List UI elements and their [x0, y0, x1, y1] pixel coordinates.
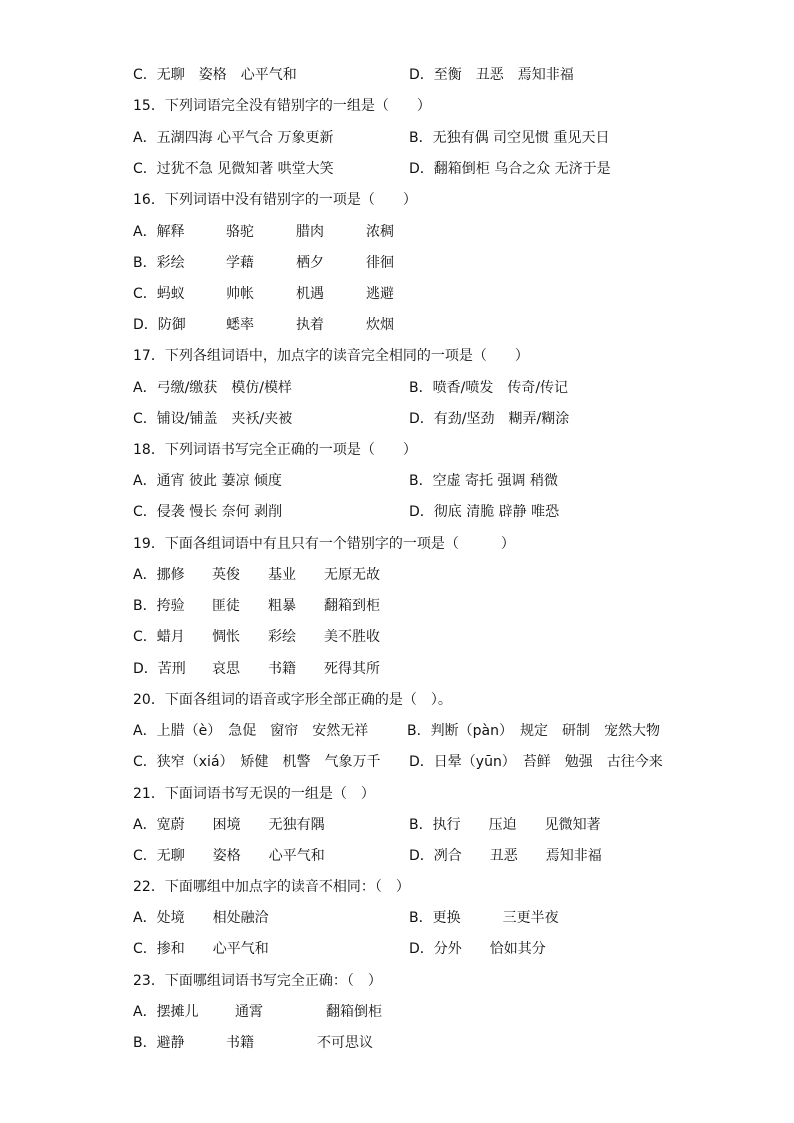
question-text: 19．下面各组词语中有且只有一个错别字的一项是（ ）	[133, 536, 515, 552]
option-a: A．宽蔚 困境 无独有隅	[133, 817, 325, 833]
option-d: D．冽合 丑恶 焉知非福	[409, 848, 602, 864]
question-text: 16．下列词语中没有错别字的一项是（ ）	[133, 192, 417, 208]
word: 机遇	[296, 286, 324, 302]
option-a: A．弓缴/缴获 模仿/模样	[133, 380, 293, 396]
option-c: C．狭窄（xiá） 矫健 机警 气象万千	[133, 754, 381, 770]
option-a: A．通宵 彼此 萋凉 倾度	[133, 473, 282, 489]
option-c: C．蜡月	[133, 629, 185, 645]
question-text: 17．下列各组词语中，加点字的读音完全相同的一项是（ ）	[133, 348, 529, 364]
option-b: B．挎验	[133, 598, 185, 614]
question-text: 22．下面哪组中加点字的读音不相同：（ ）	[133, 879, 410, 895]
word: 学藉	[226, 255, 254, 271]
word: 无原无故	[324, 567, 380, 583]
option-b: B．喷香/喷发 传奇/传记	[409, 380, 569, 396]
word: 书籍	[268, 661, 296, 677]
option-d: D．有劲/坚劲 糊弄/糊涂	[409, 411, 570, 427]
option-a: A．上腊（è） 急促 窗帘 安然无祥	[133, 723, 369, 739]
word: 死得其所	[324, 661, 380, 677]
word: 匪徒	[212, 598, 240, 614]
word: 栖夕	[296, 255, 324, 271]
option-a: A．摆摊儿	[133, 1004, 199, 1020]
option-c: C．无聊 姿格 心平气和	[133, 848, 325, 864]
word: 帅帐	[226, 286, 254, 302]
option-d: D．防御	[133, 317, 186, 333]
option-b: B．空虚 寄托 强调 稍微	[409, 473, 558, 489]
option-d: D．翻箱倒柜 乌合之众 无济于是	[409, 161, 611, 177]
word: 执着	[296, 317, 324, 333]
option-b: B．更换 三更半夜	[409, 910, 559, 926]
word: 英俊	[212, 567, 240, 583]
option-d: D．日晕（yūn） 苔鲜 勉强 古往今来	[409, 754, 663, 770]
option-a: A．处境 相处融洽	[133, 910, 269, 926]
word: 翻箱到柜	[324, 598, 380, 614]
option-a: A．五湖四海 心平气合 万象更新	[133, 130, 334, 146]
question-text: 21．下面词语书写无误的一组是（ ）	[133, 786, 375, 802]
option-c: C．铺设/铺盖 夹袄/夹被	[133, 411, 293, 427]
word: 徘徊	[366, 255, 394, 271]
option-d: D．分外 恰如其分	[409, 941, 546, 957]
option-b: B．执行 压迫 见微知著	[409, 817, 601, 833]
option-c: C．蚂蚁	[133, 286, 185, 302]
word: 骆驼	[226, 224, 254, 240]
word: 彩绘	[268, 629, 296, 645]
word: 哀思	[212, 661, 240, 677]
option-b: B．避静	[133, 1035, 185, 1051]
question-text: 20．下面各组词的语音或字形全部正确的是（ ）。	[133, 692, 452, 708]
option-d: D．苦刑	[133, 661, 186, 677]
word: 通霄	[235, 1004, 263, 1020]
option-c: C．无聊 姿格 心平气和	[133, 67, 297, 83]
question-text: 15．下列词语完全没有错别字的一组是（ ）	[133, 98, 431, 114]
word: 美不胜收	[324, 629, 380, 645]
word: 逃避	[366, 286, 394, 302]
option-a: A．挪修	[133, 567, 185, 583]
word: 粗暴	[268, 598, 296, 614]
question-text: 23．下面哪组词语书写完全正确：（ ）	[133, 973, 382, 989]
option-c: C．过犹不急 见微知著 哄堂大笑	[133, 161, 334, 177]
word: 不可思议	[317, 1035, 373, 1051]
word: 炊烟	[366, 317, 394, 333]
word: 翻箱倒柜	[326, 1004, 382, 1020]
word: 基业	[268, 567, 296, 583]
option-d: D．至衡 丑恶 焉知非福	[409, 67, 574, 83]
option-b: B．彩绘	[133, 255, 185, 271]
word: 惆怅	[212, 629, 240, 645]
option-c: C．掺和 心平气和	[133, 941, 269, 957]
option-b: B．判断（pàn） 规定 研制 宠然大物	[407, 723, 660, 739]
word: 浓稠	[366, 224, 394, 240]
option-a: A．解释	[133, 224, 185, 240]
option-d: D．彻底 清脆 辟静 唯恐	[409, 504, 560, 520]
option-c: C．侵袭 慢长 奈何 剥削	[133, 504, 283, 520]
option-b: B．无独有偶 司空见惯 重见天日	[409, 130, 610, 146]
word: 书籍	[226, 1035, 254, 1051]
word: 腊肉	[296, 224, 324, 240]
question-text: 18．下列词语书写完全正确的一项是（ ）	[133, 442, 417, 458]
word: 蟋率	[226, 317, 254, 333]
